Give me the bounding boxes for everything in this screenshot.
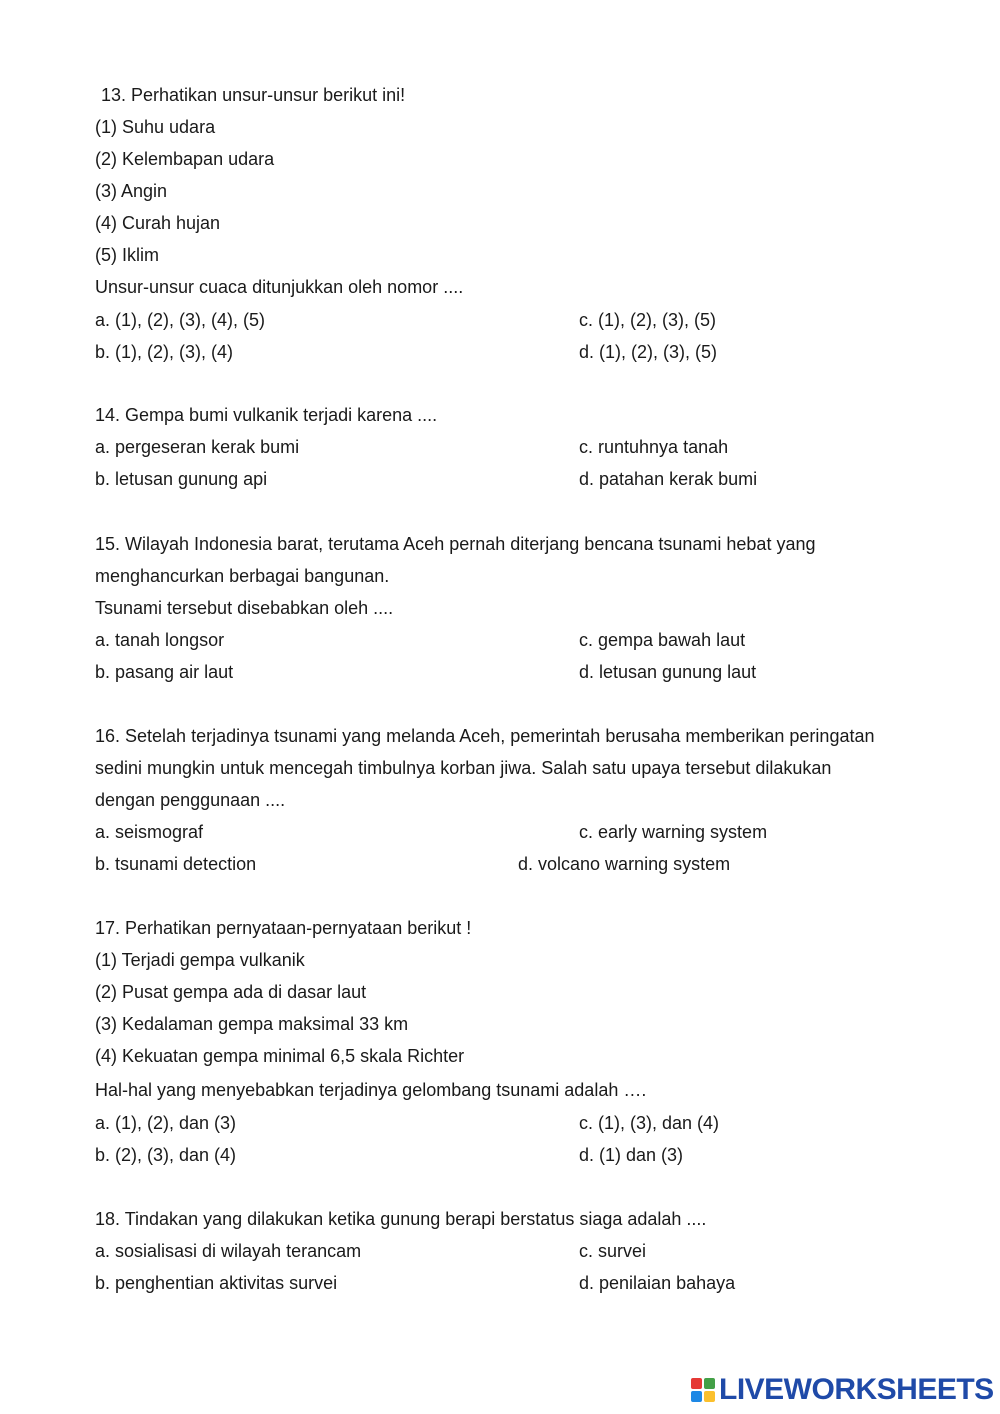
question-13-option-d[interactable]: d. (1), (2), (3), (5) <box>579 342 718 362</box>
question-15-stem-line-2: menghancurkan berbagai bangunan. <box>95 566 390 586</box>
question-14-option-a[interactable]: a. pergeseran kerak bumi <box>95 437 300 457</box>
question-13-item-4: (4) Curah hujan <box>95 213 221 233</box>
question-18-option-d[interactable]: d. penilaian bahaya <box>579 1273 736 1293</box>
question-17-prompt: Hal-hal yang menyebabkan terjadinya gelombang tsunami adalah …. <box>95 1080 647 1100</box>
question-13-prompt: Unsur-unsur cuaca ditunjukkan oleh nomor .... <box>95 277 464 297</box>
liveworksheets-logo <box>691 1375 994 1405</box>
question-17-stem: 17. Perhatikan pernyataan-pernyataan berikut ! <box>95 918 472 938</box>
question-14-option-d[interactable]: d. patahan kerak bumi <box>579 469 758 489</box>
question-13-option-b[interactable]: b. (1), (2), (3), (4) <box>95 342 234 362</box>
question-15-prompt: Tsunami tersebut disebabkan oleh .... <box>95 598 394 618</box>
question-13-item-2: (2) Kelembapan udara <box>95 149 275 169</box>
question-16-stem-line-2: sedini mungkin untuk mencegah timbulnya korban jiwa. Salah satu upaya tersebut dilakukan <box>95 758 832 778</box>
question-15-option-a[interactable]: a. tanah longsor <box>95 630 225 650</box>
question-13-option-a[interactable]: a. (1), (2), (3), (4), (5) <box>95 310 266 330</box>
question-14-option-b[interactable]: b. letusan gunung api <box>95 469 268 489</box>
question-16-option-a[interactable]: a. seismograf <box>95 822 204 842</box>
question-14-stem: 14. Gempa bumi vulkanik terjadi karena .... <box>95 405 438 425</box>
liveworksheets-logo-text: LIVEWORKSHEETS <box>719 1373 994 1406</box>
question-17-option-b[interactable]: b. (2), (3), dan (4) <box>95 1145 237 1165</box>
question-15-option-c[interactable]: c. gempa bawah laut <box>579 630 746 650</box>
question-14-option-c[interactable]: c. runtuhnya tanah <box>579 437 729 457</box>
question-13-item-1: (1) Suhu udara <box>95 117 216 137</box>
question-17-option-a[interactable]: a. (1), (2), dan (3) <box>95 1113 237 1133</box>
logo-square-yellow <box>704 1391 715 1402</box>
question-16-option-d[interactable]: d. volcano warning system <box>518 854 731 874</box>
question-18-option-c[interactable]: c. survei <box>579 1241 647 1261</box>
question-13-item-5: (5) Iklim <box>95 245 159 265</box>
question-13-option-c[interactable]: c. (1), (2), (3), (5) <box>579 310 717 330</box>
question-17-option-c[interactable]: c. (1), (3), dan (4) <box>579 1113 720 1133</box>
question-15-option-b[interactable]: b. pasang air laut <box>95 662 234 682</box>
question-18-stem: 18. Tindakan yang dilakukan ketika gunung berapi berstatus siaga adalah .... <box>95 1209 707 1229</box>
question-13-stem: 13. Perhatikan unsur-unsur berikut ini! <box>101 85 406 105</box>
question-17-item-1: (1) Terjadi gempa vulkanik <box>95 950 305 970</box>
logo-square-red <box>691 1378 702 1389</box>
question-16-option-c[interactable]: c. early warning system <box>579 822 768 842</box>
question-15-option-d[interactable]: d. letusan gunung laut <box>579 662 757 682</box>
question-17-item-2: (2) Pusat gempa ada di dasar laut <box>95 982 367 1002</box>
question-16-stem-line-1: 16. Setelah terjadinya tsunami yang melanda Aceh, pemerintah berusaha memberikan peringatan <box>95 726 875 746</box>
logo-square-green <box>704 1378 715 1389</box>
question-18-option-b[interactable]: b. penghentian aktivitas survei <box>95 1273 338 1293</box>
logo-square-blue <box>691 1391 702 1402</box>
question-13-item-3: (3) Angin <box>95 181 168 201</box>
question-16-stem-line-3: dengan penggunaan .... <box>95 790 286 810</box>
liveworksheets-logo-icon <box>691 1378 715 1402</box>
question-17-item-4: (4) Kekuatan gempa minimal 6,5 skala Richter <box>95 1046 465 1066</box>
question-15-stem-line-1: 15. Wilayah Indonesia barat, terutama Aceh pernah diterjang bencana tsunami hebat yang <box>95 534 816 554</box>
question-17-item-3: (3) Kedalaman gempa maksimal 33 km <box>95 1014 409 1034</box>
question-17-option-d[interactable]: d. (1) dan (3) <box>579 1145 684 1165</box>
question-16-option-b[interactable]: b. tsunami detection <box>95 854 257 874</box>
question-18-option-a[interactable]: a. sosialisasi di wilayah terancam <box>95 1241 362 1261</box>
